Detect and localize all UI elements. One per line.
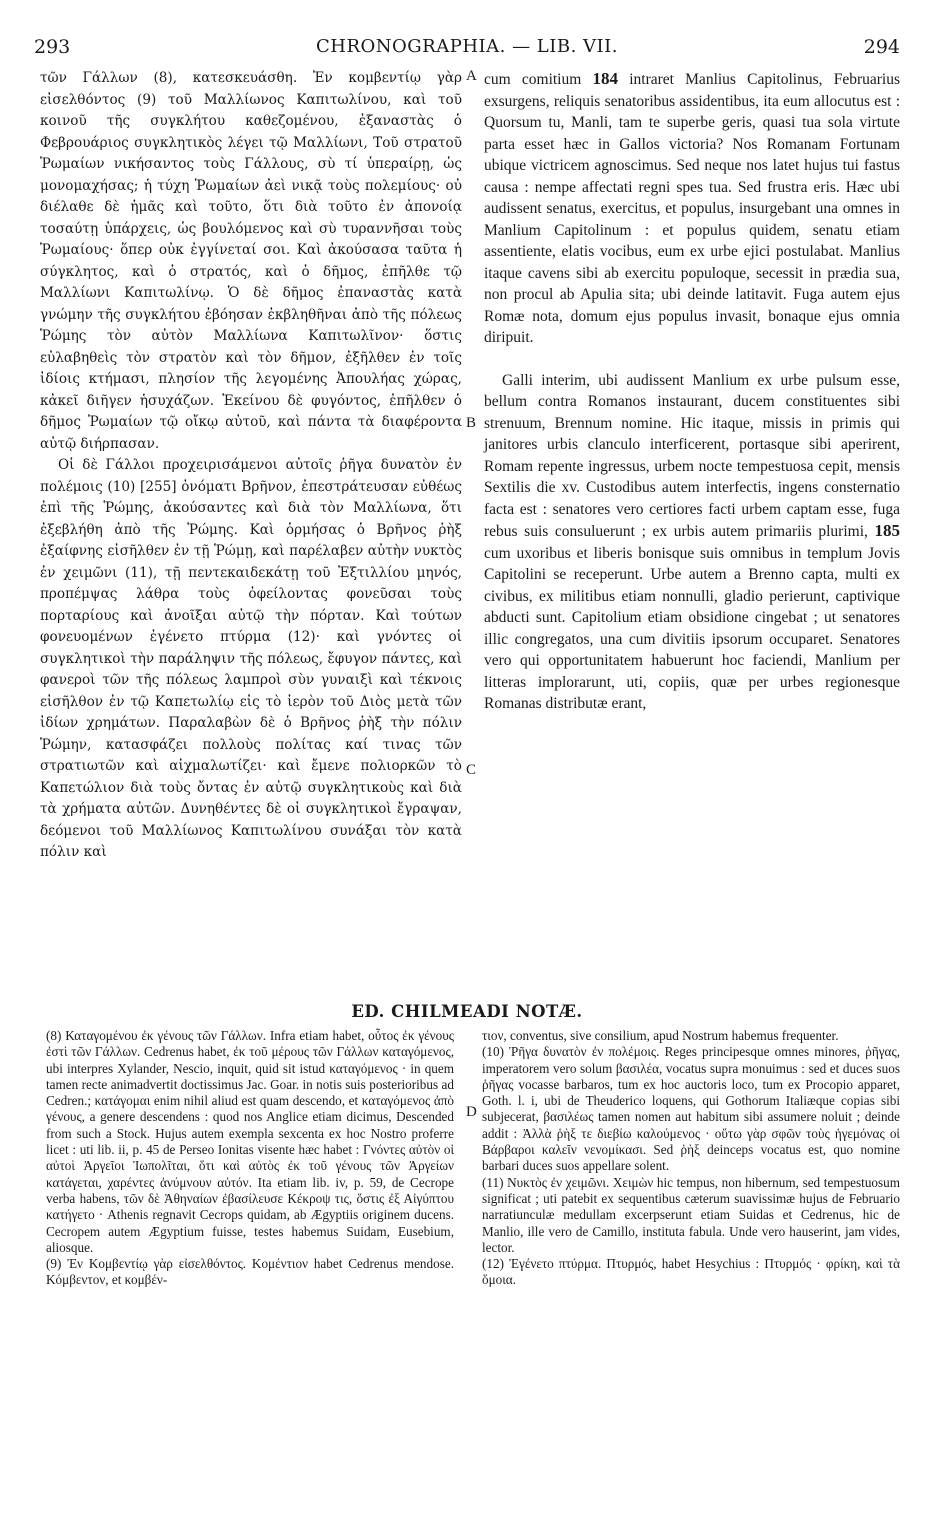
greek-column [40,68,462,864]
latin-paragraph-1-start: cum comitium [484,71,582,88]
note-9: (9) Ἐν Κομβεντίῳ γὰρ εἰσελθόντος. Κομέντιον habet Cedrenus mendose. Κόμβεντον, et κομβέν- [46,1256,454,1288]
note-8: (8) Καταγομένου ἐκ γένους τῶν Γάλλων. Infra etiam habet, οὗτος ἐκ γένους ἐστὶ τῶν Γάλλων. Cedrenus habet, ἐκ τοῦ μέρους τῶν Γάλλων καταγόμενος, ubi interpres Xylander, Nescio, inquit, quid sit istud καταγόμενος · in quem tamen recte animadvertit doctissimus Jac. Goar. in notis suis posterioribus ad Cedren.; κατάγομαι enim nihil aliud est quam descendo, et καταγόμενος ἀπὸ γένους, a genere descendens : quod nos Anglice etiam dicimus, Descended from such a Stock. Hujus autem exempla sexcenta ex hoc Nostro proferre licet : uti lib. ii, p. 45 de Perseo Ionitas visente hæc habet : Γνόντες αὐτὸν οἱ αὐτοὶ Ἀργεῖοι Ἰωπολῖται, ὅτι καὶ αὐτὸς ἐκ τοῦ γένους τῶν Ἀργείων κατάγεται, χαρέντες ἀνύμνουν αὐτόν. Ita etiam lib. iv, p. 59, de Cecrope verba habens, τῶν δὲ Ἀθηναίων ἐβασίλευσε Κέκροψ τις, ὅστις ἐξ Αἰγύπτου κατήγετο · Athenis regnavit Cecrops quidam, ab Ægyptiis originem ducens. Cecropem autem Ægyptium fuisse, testes habemus Suidam, Eusebium, aliosque. [46,1028,454,1255]
notes-left-column [46,1028,454,1289]
page-number-right: 294 [863,36,900,58]
margin-letter-c: C [466,762,477,778]
notes-title: ED. CHILMEADI NOTÆ. [351,1002,583,1021]
greek-paragraph-2: Οἱ δὲ Γάλλοι προχειρισάμενοι αὐτοῖς ῥῆγα δυνατὸν ἐν πολέμοις (10) [255] ὀνόματι Βρῆνον, ἐπεστράτευσαν εὐθέως ἐπὶ τῆς Ῥώμης, ἀκούσαντες καὶ διὰ τὸν Μαλλίωνα, ὅτι ἐξεβλήθη ἀπὸ τῆς Ῥώμης. Καὶ ὁρμήσας ὁ Βρῆνος ῥὴξ ἐξαίφνης εἰσῆλθεν ἐν τῇ Ῥώμῃ, καὶ παρέλαβεν αὐτὴν νυκτὸς ἐν χειμῶνι (11), τῇ πεντεκαιδεκάτῃ τοῦ Ἐξτιλλίου μηνός, προπέμψας λάθρα τοὺς ὀφείλοντας φονεῦσαι τοὺς πορταρίους καὶ ἀνοῖξαι αὐτῷ τὴν πόρταν. Καὶ τούτων φονευομένων ἐγένετο πτύρμα (12)· καὶ γνόντες οἱ συγκλητικοὶ τὴν παράληψιν τῆς πόλεως, ἔφυγον πάντες, καὶ φανεροὶ τῶν τῆς πόλεως λαμπροὶ σὺν γυναιξὶ καὶ τέκνοις εἰσῆλθον ἐν τῷ Καπετωλίῳ εἰς τὸ ἱερὸν τοῦ Διὸς μετὰ τῶν ἰδίων χρημάτων. Παραλαβὼν δὲ ὁ Βρῆνος ῥὴξ τὴν πόλιν Ῥώμην, κατασφάζει πολλοὺς πολίτας καί τινας τῶν στρατιωτῶν καὶ αἰχμαλωτίζει· καὶ ἔμενε πολιορκῶν τὸ Καπετώλιον διὰ τοὺς ὄντας ἐν αὐτῷ συγκλητικοὺς καὶ διὰ τὰ χρήματα αὐτῶν. Δυνηθέντες δὲ οἱ συγκλητικοὶ ἔγραψαν, δεόμενοι τοῦ Μαλλίωνος Καπιτωλίνου συνάξαι τὸν κατὰ πόλιν καὶ [40,457,462,860]
greek-paragraph-1: τῶν Γάλλων (8), κατεσκευάσθη. Ἐν κομβεντίῳ γὰρ εἰσελθόντος (9) τοῦ Μαλλίωνος Καπιτωλίνου, καὶ τοῦ κοινοῦ τῆς συγκλήτου καθεζομένου, ἐξαναστὰς ὁ Φεβρουάριος συγκλητικὸς λέγει τῷ Μαλλίωνι, Τοῦ στρατοῦ Ῥωμαίων νικήσαντος τοὺς Γάλλους, σὺ τί ὑπεραίρῃ, ὡς μονομαχήσας; ἡ τύχη Ῥωμαίων ἀεὶ νικᾷ τοὺς πολεμίους· οὐ διέλαθε δὲ ἡμᾶς καὶ τοῦτο, ὅτι διὰ τοῦτο ἐν ἀπονοίᾳ τοσαύτῃ ὑπάρχεις, ὡς βουλόμενος καὶ σὺ τυραννῆσαι τοὺς Ῥωμαίους· ὅπερ οὐκ ἐγγίνεταί σοι. Καὶ ἀκούσασα ταῦτα ἡ σύγκλητος, καὶ ὁ στρατός, καὶ ὁ δῆμος, ἐπῆλθε τῷ Μαλλίωνι Καπιτωλίνῳ. Ὁ δὲ δῆμος ἐπαναστὰς κατὰ γνώμην τῆς συγκλήτου ἐβόησαν ἐκβληθῆναι ἀπὸ τῆς πόλεως Ῥώμης τὸν αὐτὸν Μαλλίωνα Καπιτωλῖνον· ὅστις εὐλαβηθεὶς τὸν στρατὸν καὶ τὸν δῆμον, ἐξῆλθεν ἐν τοῖς ἰδίοις κτήμασι, πλησίον τῆς λεγομένης Ἀπουλήας χώρας, κἀκεῖ διῆγεν ἡσυχάζων. Ἐκείνου δὲ φυγόντος, ἐπῆλθεν ὁ δῆμος Ῥωμαίων τῷ οἴκῳ αὐτοῦ, καὶ πάντα τὰ διαφέροντα αὐτῷ διήρπασαν. [40,70,462,452]
latin-column [484,68,900,715]
note-11: (11) Νυκτὸς ἐν χειμῶνι. Χειμὼν hic tempus, non hibernum, sed tempestuosum significat ; uti patebit ex sequentibus cæterum suavissimæ hujus de Februario narratiunculæ medullam excerpserunt etiam Suidas et Cedrenus, hic de Manlio, ille vero de Camillo, instituta fabula. Unde vero hauserint, jam vides, lector. [482,1174,900,1255]
margin-letter-a: A [466,68,477,84]
latin-paragraph-1-rest: intraret Manlius Capitolinus, Februarius exsurgens, reliquis senatoribus assidentibus, ita eum allocutus est : Quorsum tu, Manli, tam te superbe geris, quasi tua sola virtute parta esset hæc in Gallos victoria? Nos Romanam Fortunam ubique victricem agnoscimus. Sed neque nos latet hujus tui fastus causa : nempe affectati regni spes tua. Sed frustra eris. Hæc ubi audissent senatus, exercitus, et populus, insurgebant una omnes in Manlium Capitolinum : et populus quidem, senatu etiam assentiente, elatis vocibus, eum ex urbe ejici postulabat. Manlius itaque cavens sibi ab exercitu populoque, secessit in prædia sua, non procul ab Apulia sita; ubi deinde latitavit. Fuga autem ejus Romæ nota, domum ejus populus invasit, bonaque ejus omnia diripuit. [484,71,900,346]
latin-paragraph-1 [484,68,900,349]
latin-paragraph-2-start: Galli interim, ubi audissent Manlium ex urbe pulsum esse, bellum contra Romanos instaurant, ducem constituentes sibi strenuum, Brennum nomine. Hic itaque, missis in primis qui janitores urbis clanculo interficerent, portasque sibi aperirent, Romam repente ingressus, urbem nocte tempestuosa cepit, mensis Sextilis die xv. Custodibus autem interfectis, ingens consternatio facta est : senatores vero certiores facti urbem captam esse, fuga rebus suis consuluerunt ; ex urbis autem primariis plurimi, [484,371,900,540]
page-number-left: 293 [34,36,71,58]
note-10: (10) Ῥῆγα δυνατὸν ἐν πολέμοις. Reges principesque omnes minores, ῥῆγας, imperatorem vero solum βασιλέα, vocatus supra monuimus : sed et duces suos ῥῆγας vocasse barbaros, tum ex hoc auctoris loco, tum ex Procopio apparet, Goth. l. i, ubi de Theuderico loquens, qui Gothorum Italiæque copias sibi subjecerat, βασιλέως tamen nomen aut habitum sibi assumere noluit ; deinde addit : Ἀλλὰ ῥὴξ τε διεβίω καλούμενος · οὕτω γὰρ σφῶν τοὺς ἡγεμόνας οἱ Βάρβαροι καλεῖν νενομίκασι. Sed ῥὴξ deinceps vocatus est, quo nomine barbari duces suos appellare solent. [482,1044,900,1174]
margin-letter-d: D [466,1104,477,1120]
margin-letter-b: B [466,415,477,431]
notes-right-column [482,1028,900,1289]
page-marker-185: 185 [874,521,900,540]
running-header [34,36,900,60]
running-title: CHRONOGRAPHIA. — LIB. VII. [316,36,618,57]
latin-paragraph-2-rest: cum uxoribus et liberis bonisque suis omnibus in templum Jovis Capitolini se receperunt. Urbe autem a Brenno capta, multi ex civibus, ex militibus etiam nonnulli, gladio perierunt, captivique abducti sunt. Capitolium etiam obsidione cingebat ; ut senatores illic congregatos, una cum divitiis ipsorum occuparet. Senatores vero qui opportunitatem habuerunt hoc faciendi, Manlium per litteras implorarunt, uti, copiis, quæ per urbes regionesque Romanas distributæ erant, [484,544,900,712]
note-9-continued: τιον, conventus, sive consilium, apud Nostrum habemus frequenter. [482,1028,839,1043]
note-12: (12) Ἐγένετο πτύρμα. Πτυρμός, habet Hesychius : Πτυρμός · φρίκη, καὶ τὰ ὅμοια. [482,1256,900,1288]
latin-paragraph-2 [484,370,900,715]
page-marker-184: 184 [592,69,618,88]
